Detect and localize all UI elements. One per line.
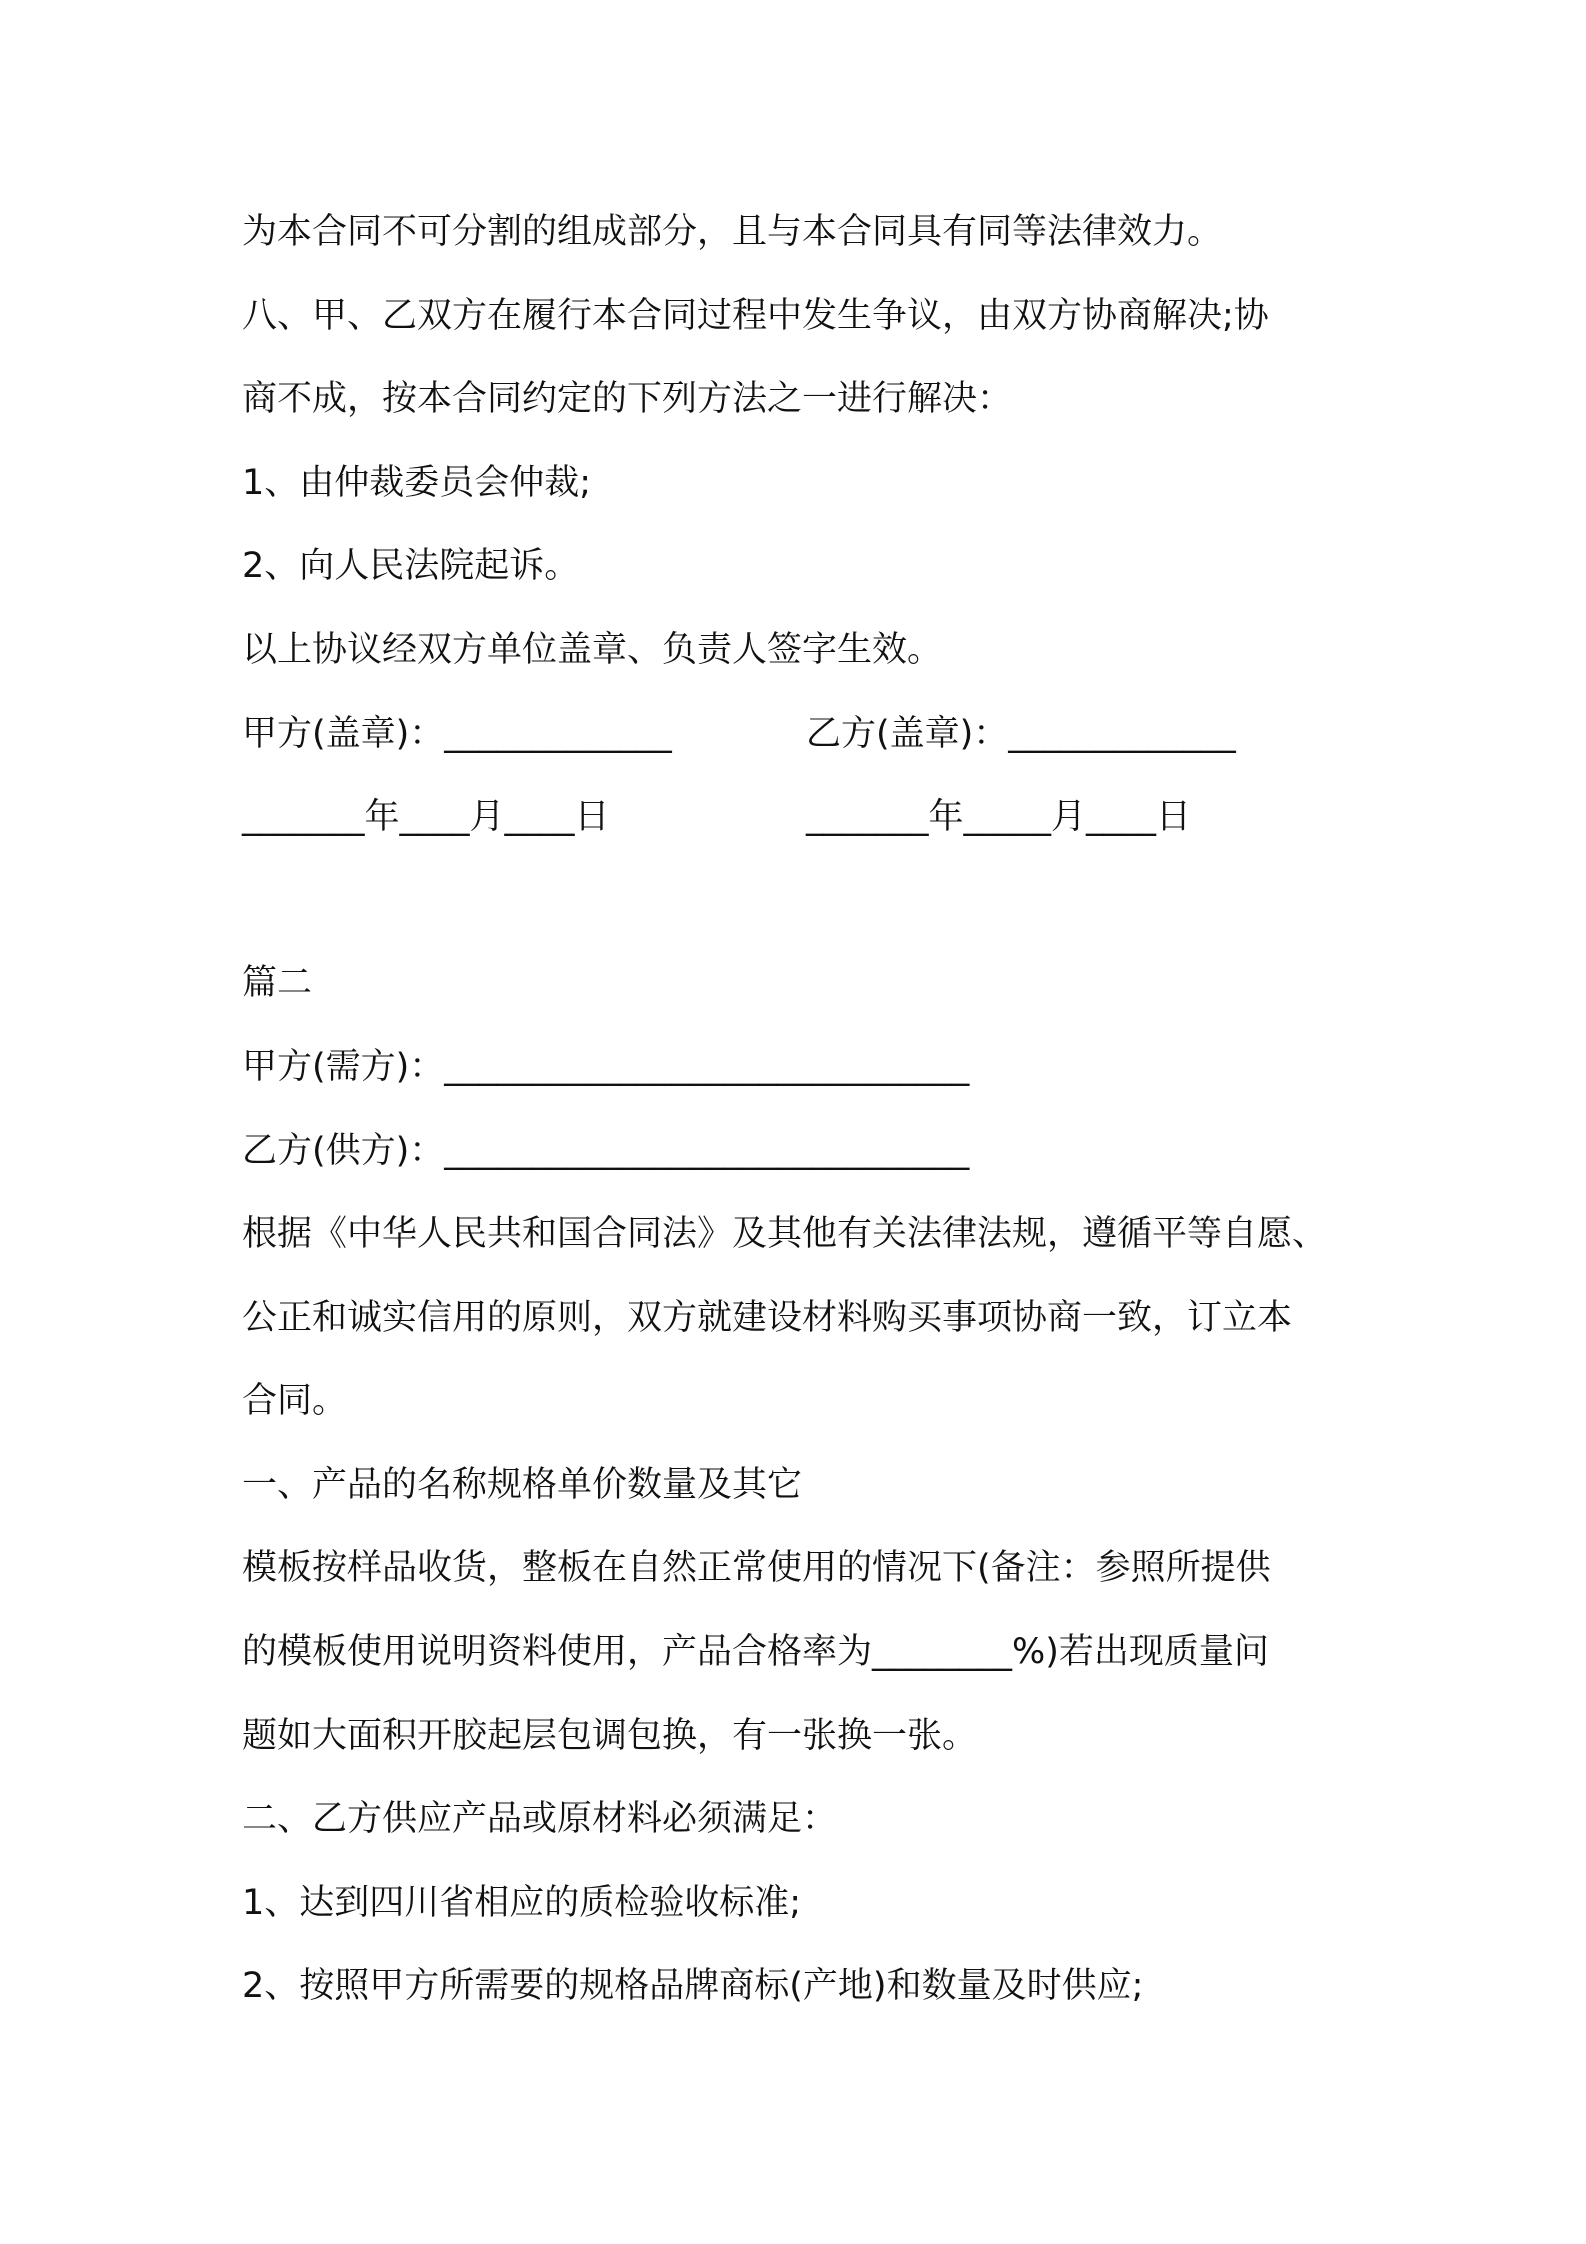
paragraph: 模板按样品收货，整板在自然正常使用的情况下(备注：参照所提供 xyxy=(242,1548,1271,1588)
date-party-a: _______年____月____日 xyxy=(242,797,610,837)
paragraph: 公正和诚实信用的原则，双方就建设材料购买事项协商一致，订立本 xyxy=(242,1298,1293,1338)
paragraph: 合同。 xyxy=(242,1381,348,1421)
paragraph: 商不成，按本合同约定的下列方法之一进行解决： xyxy=(242,379,1013,419)
signature-party-b: 乙方(盖章)：_____________ xyxy=(806,714,1236,754)
paragraph: 的模板使用说明资料使用，产品合格率为________%)若出现质量问 xyxy=(242,1632,1269,1672)
list-item: 1、达到四川省相应的质检验收标准; xyxy=(242,1883,802,1923)
list-item: 2、按照甲方所需要的规格品牌商标(产地)和数量及时供应; xyxy=(242,1966,1144,2006)
signature-party-a: 甲方(盖章)：_____________ xyxy=(242,714,672,754)
paragraph: 八、甲、乙双方在履行本合同过程中发生争议，由双方协商解决;协 xyxy=(242,296,1269,336)
section-heading: 二、乙方供应产品或原材料必须满足： xyxy=(242,1799,838,1839)
seller-line: 乙方(供方)：______________________________ xyxy=(242,1131,970,1171)
date-party-b: _______年_____月____日 xyxy=(806,797,1192,837)
section-heading: 一、产品的名称规格单价数量及其它 xyxy=(242,1465,803,1505)
paragraph: 题如大面积开胶起层包调包换，有一张换一张。 xyxy=(242,1716,978,1756)
paragraph: 为本合同不可分割的组成部分，且与本合同具有同等法律效力。 xyxy=(242,212,1223,252)
paragraph: 根据《中华人民共和国合同法》及其他有关法律法规，遵循平等自愿、 xyxy=(242,1214,1328,1254)
buyer-line: 甲方(需方)：______________________________ xyxy=(242,1047,970,1087)
list-item: 2、向人民法院起诉。 xyxy=(242,546,580,586)
section-heading: 篇二 xyxy=(242,963,313,1003)
paragraph: 以上协议经双方单位盖章、负责人签字生效。 xyxy=(242,630,943,670)
list-item: 1、由仲裁委员会仲裁; xyxy=(242,463,592,503)
